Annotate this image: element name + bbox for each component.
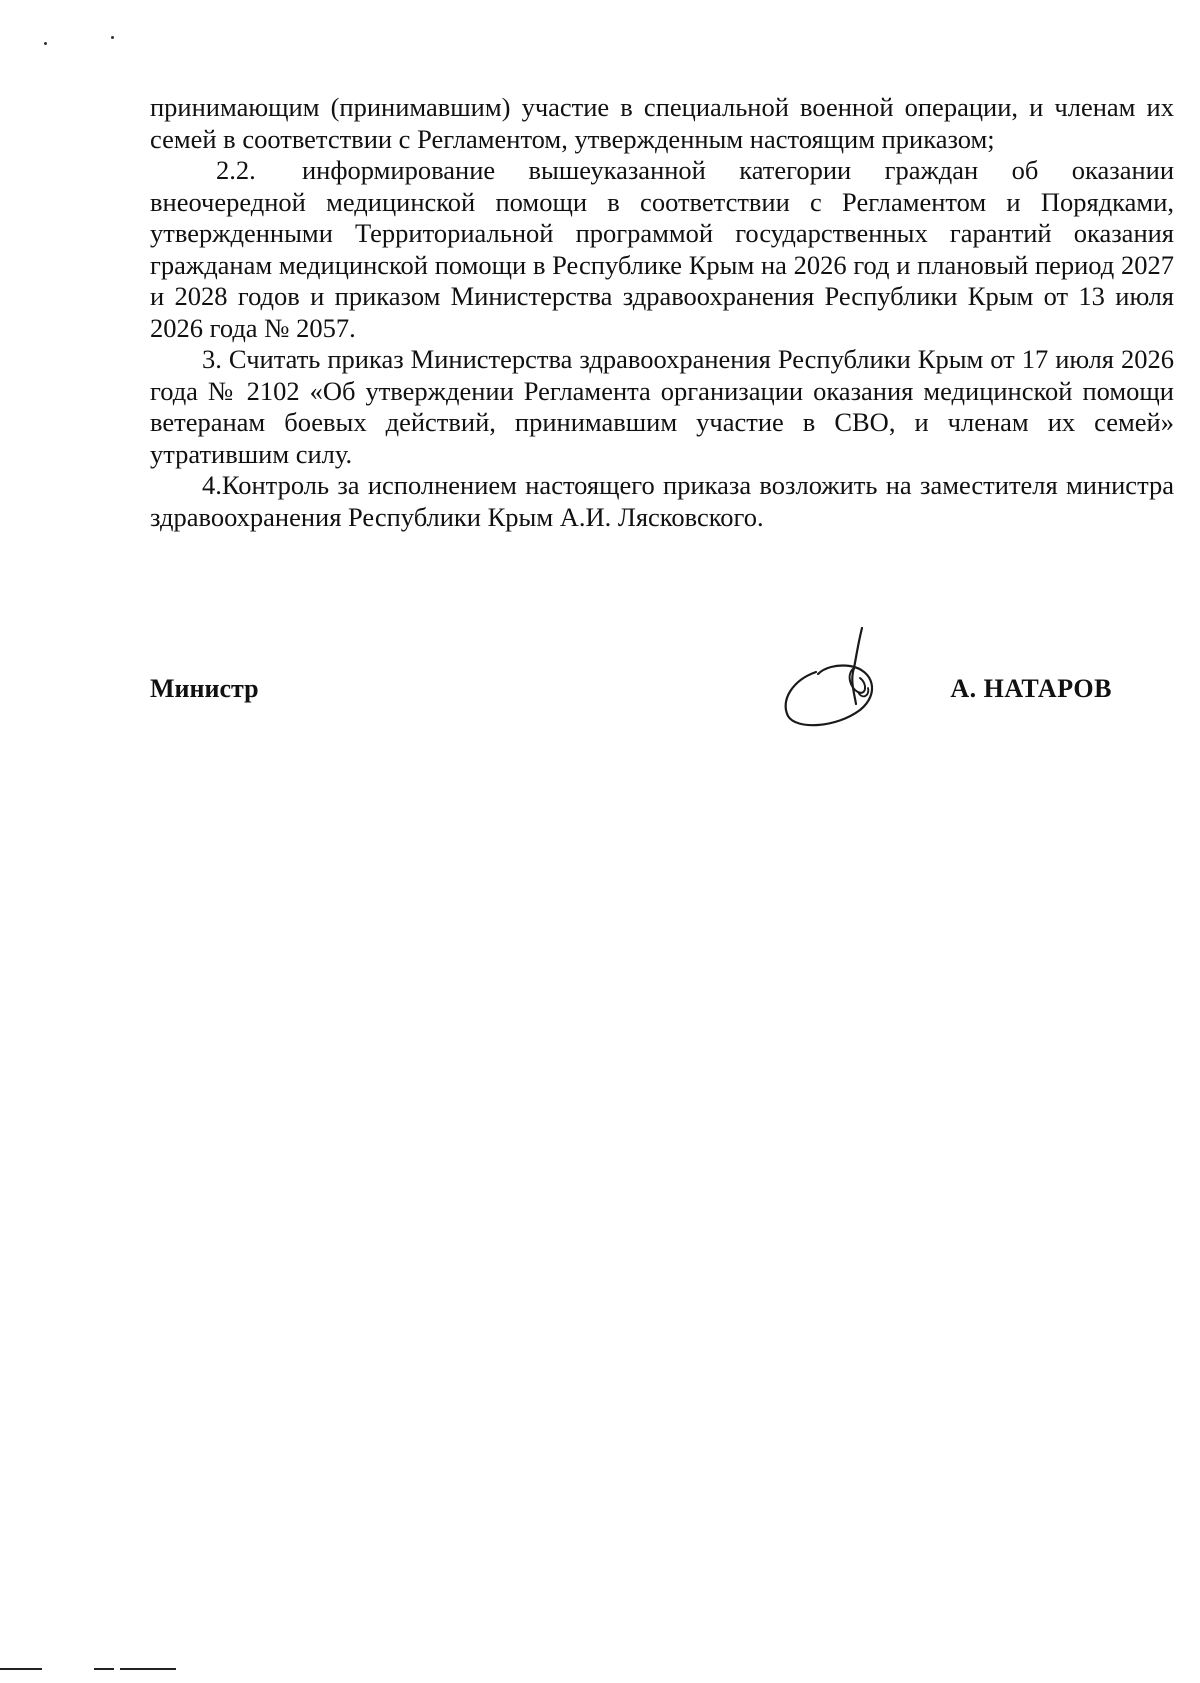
paragraph-4: 4.Контроль за исполнением настоящего приказа возложить на заместителя министра здравоохранения Республики Крым А.И. Лясковского. — [150, 470, 1174, 532]
scan-artifact-line — [0, 1668, 42, 1670]
signatory-role: Министр — [150, 674, 259, 703]
paragraph-2-2 — [150, 155, 1174, 344]
paragraph-continuation: принимающим (принимавшим) участие в специальной военной операции, и членам их семей в соответствии с Регламентом, утвержденным настоящим приказом; — [150, 92, 1174, 154]
scan-footer-marks — [0, 1668, 200, 1676]
handwritten-signature — [758, 622, 908, 732]
scan-artifact-line — [120, 1668, 176, 1670]
signatory-name: А. НАТАРОВ — [950, 674, 1112, 703]
signature-block — [150, 622, 1112, 732]
paragraph-3: 3. Считать приказ Министерства здравоохранения Республики Крым от 17 июля 2026 года № 2102 «Об утверждении Регламента организации оказания медицинской помощи ветеранам боевых действий, принимавшим участие в СВО, и членам их семей» утратившим силу. — [150, 344, 1174, 469]
document-body — [150, 92, 1174, 533]
paragraph-2-2-text: информирование вышеуказанной категории граждан об оказании внеочередной медицинской помощи в соответствии с Регламентом и Порядками, утвержденными Территориальной программой государственных гарантий оказания гражданам медицинской помощи в Республике Крым на 2026 год и плановый период 2027 и 2028 годов и приказом Министерства здравоохранения Республики Крым от 13 июля 2026 года № 2057. — [150, 155, 1174, 343]
paragraph-2-2-number: 2.2. — [216, 155, 256, 185]
scan-artifact-dot — [111, 36, 114, 39]
scan-artifact-dot — [44, 42, 47, 45]
scan-artifact-line — [94, 1668, 114, 1670]
